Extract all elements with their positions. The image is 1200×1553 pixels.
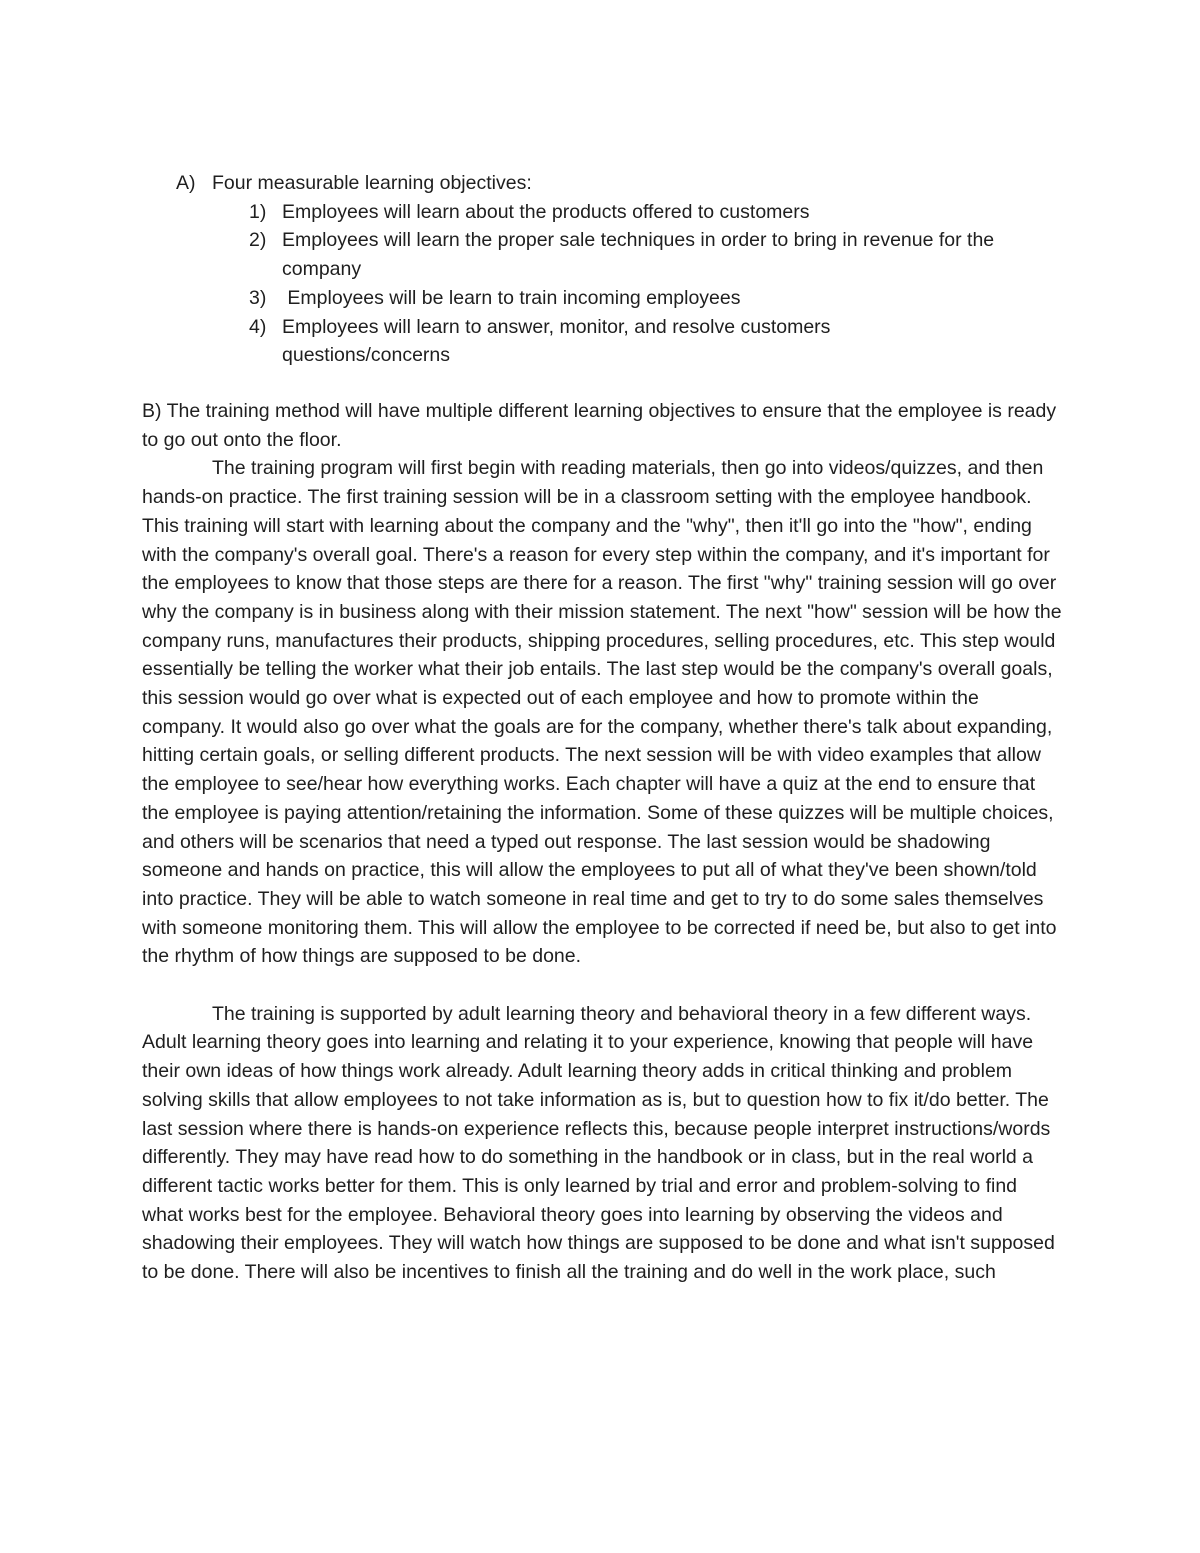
objective-text: Employees will be learn to train incoming employees bbox=[282, 286, 741, 309]
section-b-intro: B) The training method will have multiple different learning objectives to ensure that the employee is ready to go out onto the floor. bbox=[142, 400, 1057, 451]
section-b bbox=[142, 397, 1062, 1287]
list-item bbox=[249, 198, 1076, 227]
section-a-marker: A) bbox=[176, 172, 196, 194]
paragraph-spacer bbox=[142, 971, 1062, 1000]
objective-text: Employees will learn the proper sale techniques in order to bring in revenue for the company bbox=[282, 229, 995, 281]
body-paragraph-2: The training is supported by adult learning theory and behavioral theory in a few different ways. Adult learning theory goes into learning and relating it to your experience, knowing that people will have their own ideas of how things work already. Adult learning theory adds in critical thinking and problem solving skills that allow employees to not take information as is, but to question how to fix it/do better. The last session where there is hands-on experience reflects this, because people interpret instructions/words differently. They may have read how to do something in the handbook or in class, but in the real world a different tactic works better for them. This is only learned by trial and error and problem-solving to find what works best for the employee. Behavioral theory goes into learning by observing the videos and shadowing their employees. They will watch how things are supposed to be done and what isn't supposed to be done. There will also be incentives to finish all the training and do well in the work place, such bbox=[142, 1002, 1055, 1284]
objective-text: Employees will learn about the products offered to customers bbox=[282, 200, 810, 223]
objective-number: 2) bbox=[249, 229, 267, 252]
list-item bbox=[249, 226, 1076, 283]
list-item bbox=[249, 313, 1076, 370]
objectives-list bbox=[249, 198, 1076, 370]
body-paragraph-1: The training program will first begin with reading materials, then go into videos/quizzes, and then hands-on practice. The first training session will be in a classroom setting with the employee handbook. This training will start with learning about the company and the "why", then it'll go into the "how", ending with the company's overall goal. There's a reason for every step within the company, and it's important for the employees to know that those steps are there for a reason. The first "why" training session will go over why the company is in business along with their mission statement. The next "how" session will be how the company runs, manufactures their products, shipping procedures, selling procedures, etc. This step would essentially be telling the worker what their job entails. The last step would be the company's overall goals, this session would go over what is expected out of each employee and how to promote within the company. It would also go over what the goals are for the company, whether there's talk about expanding, hitting certain goals, or selling different products. The next session will be with video examples that allow the employee to see/hear how everything works. Each chapter will have a quiz at the end to ensure that the employee is paying attention/retaining the information. Some of these quizzes will be multiple choices, and others will be scenarios that need a typed out response. The last session would be shadowing someone and hands on practice, this will allow the employees to put all of what they've been shown/told into practice. They will be able to watch someone in real time and get to try to do some sales themselves with someone monitoring them. This will allow the employee to be corrected if need be, but also to get into the rhythm of how things are supposed to be done. bbox=[142, 457, 1062, 968]
section-a-heading bbox=[176, 169, 1076, 198]
objective-text: Employees will learn to answer, monitor, and resolve customers questions/concerns bbox=[282, 315, 831, 367]
objective-number: 4) bbox=[249, 315, 267, 338]
list-item bbox=[249, 284, 1076, 313]
section-a bbox=[176, 169, 1076, 370]
section-a-title: Four measurable learning objectives: bbox=[212, 172, 532, 194]
objective-number: 1) bbox=[249, 200, 267, 223]
objective-number: 3) bbox=[249, 286, 267, 309]
